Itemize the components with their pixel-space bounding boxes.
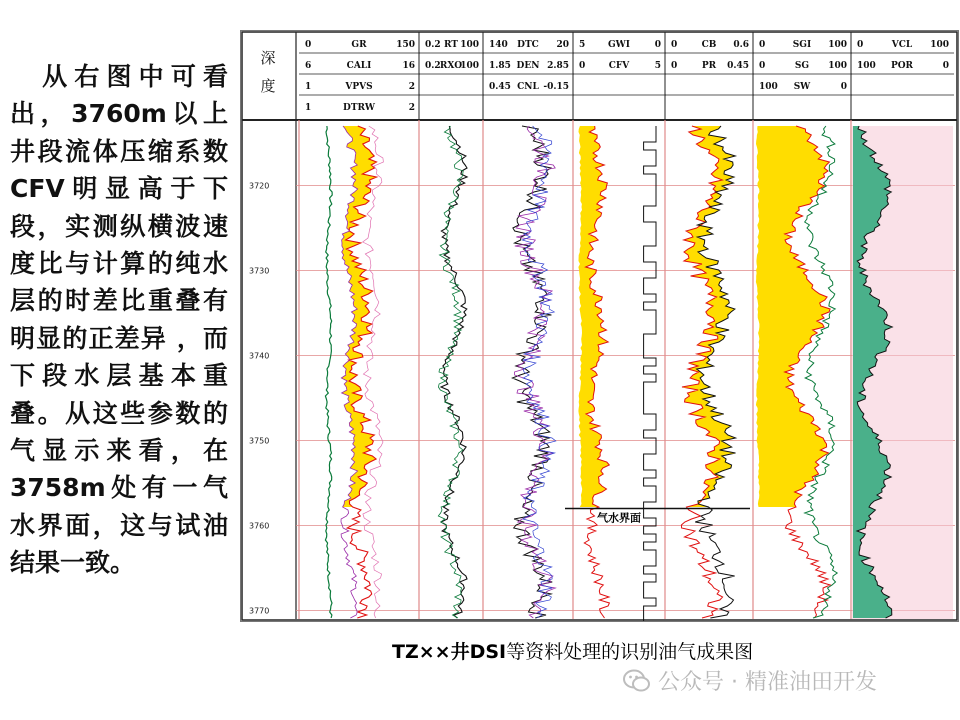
header-left-scale: 0 [759,61,766,71]
header-left-scale: 0.2 [425,40,441,50]
header-curve-name: SW [793,82,811,92]
header-left-scale: 1 [305,103,312,113]
header-right-scale: 100 [828,40,847,50]
depth-tick-label: 3720 [249,181,270,191]
depth-tick-label: 3750 [249,436,270,446]
rt-curve [441,126,467,618]
header-right-scale: 16 [402,61,415,71]
log-figure [240,30,959,622]
header-left-scale: 0 [759,40,766,50]
header-curve-name: SG [794,61,810,71]
header-right-scale: 0 [840,82,847,92]
header-curve-name: RXO [439,61,463,71]
header-left-scale: 0.45 [489,82,511,92]
header-curve-name: CB [701,40,717,50]
header-right-scale: 2 [408,82,415,92]
header-curve-name: CNL [517,82,539,92]
header-curve-name: DEN [516,61,540,71]
header-curve-name: GR [351,40,367,50]
watermark-text: 公众号 · 精准油田开发 [658,670,877,695]
header-right-scale: 0.45 [727,61,749,71]
header-right-scale: 2 [408,103,415,113]
header-right-scale: 0 [654,40,661,50]
caption-dsi: DSI [469,641,507,663]
header-left-scale: 140 [489,40,508,50]
header-right-scale: 0.6 [733,40,749,50]
header-left-scale: 5 [579,40,586,50]
header-right-scale: -0.15 [543,82,569,92]
header-curve-name: CALI [346,61,372,71]
header-curve-name: GWI [607,40,631,50]
den-curve [514,126,555,618]
header-curve-name: DTRW [343,103,375,113]
depth-tick-label: 3770 [249,606,270,616]
header-curve-name: PR [701,61,717,71]
header-left-scale: 0 [579,61,586,71]
header-right-scale: 100 [460,61,479,71]
header-right-scale: 2.85 [547,61,569,71]
header-curve-name: POR [890,61,914,71]
depth-header-char: 度 [260,77,276,95]
header-left-scale: 0 [305,40,312,50]
figure-caption [392,637,753,664]
watermark [622,665,877,696]
caption-well: TZ××井 [392,641,470,663]
header-left-scale: 0.2 [425,61,441,71]
header-left-scale: 0 [671,40,678,50]
cfv-fill [578,126,609,507]
header-left-scale: 0 [857,40,864,50]
header-curve-name: CFV [608,61,630,71]
header-left-scale: 1 [305,82,312,92]
header-left-scale: 100 [857,61,876,71]
gr-curve [325,126,332,618]
caption-rest: 等资料处理的识别油气成果图 [506,641,754,663]
gas-water-contact-label: 气水界面 [597,511,641,525]
depth-tick-label: 3730 [249,266,270,276]
header-right-scale: 100 [930,40,949,50]
header-curve-name: VPVS [345,82,373,92]
header-curve-name: RT [443,40,459,50]
depth-tick-label: 3740 [249,351,270,361]
header-right-scale: 100 [460,40,479,50]
header-right-scale: 5 [654,61,661,71]
header-right-scale: 0 [942,61,949,71]
header-left-scale: 6 [305,61,312,71]
header-curve-name: VCL [891,40,913,50]
depth-header-char: 深 [260,49,276,67]
depth-tick-label: 3760 [249,521,270,531]
header-curve-name: SGI [792,40,812,50]
description-text: 从右图中可看出，3760m以上井段流体压缩系数CFV明显高于下段，实测纵横波速度比与计算的纯水层的时差比重叠有明显的正差异 ，而下段水层基本重叠。从这些参数的气显示来看，在3758m处有一气水界面，这与试油结果一致。 [10,62,228,578]
pr-curve [695,126,735,618]
header-right-scale: 100 [828,61,847,71]
wechat-icon [622,668,652,694]
header-left-scale: 0 [671,61,678,71]
header-left-scale: 1.85 [489,61,511,71]
dtc-curve [512,126,552,618]
gwi-curve [644,126,656,621]
header-curve-name: DTC [517,40,539,50]
header-left-scale: 100 [759,82,778,92]
rxo-curve [438,126,463,618]
header-right-scale: 150 [396,40,415,50]
well-log-chart [241,31,958,621]
header-right-scale: 20 [556,40,569,50]
